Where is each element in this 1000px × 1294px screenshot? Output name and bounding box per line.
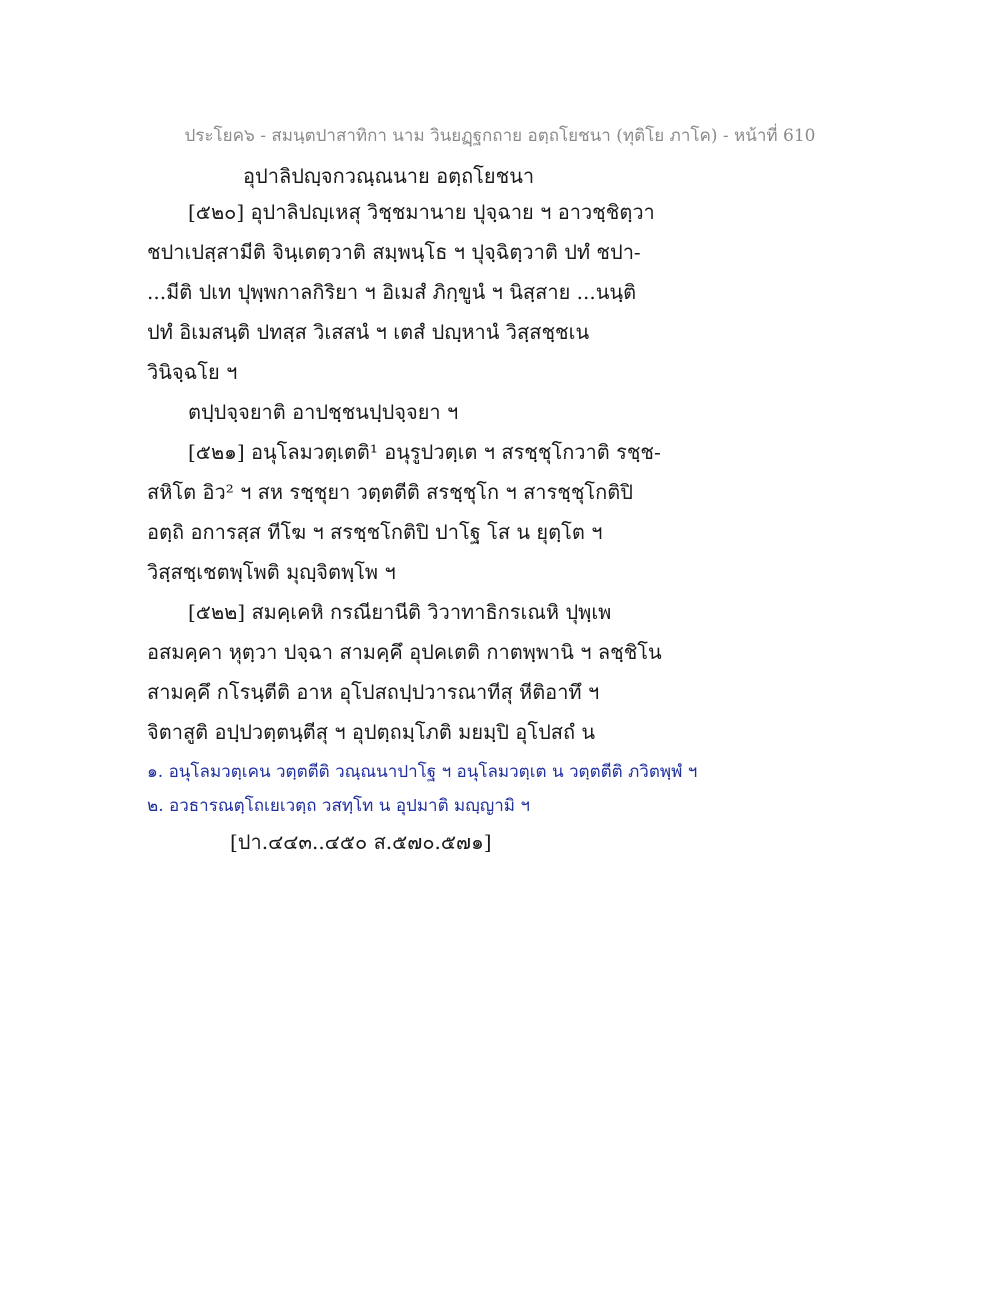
body-line-11: [๕๒๒] สมคฺเคหิ กรณียานีติ วิวาทาธิกรเณหิ ปุพฺเพ: [188, 600, 612, 624]
body-line-4: ปทํ อิเมสนฺติ ปทสฺส วิเสสนํ ฯ เตสํ ปญฺหานํ วิสฺสชฺชเน: [147, 320, 590, 344]
body-line-10: วิสฺสชฺเชตพฺโพติ มุญฺจิตพฺโพ ฯ: [147, 560, 396, 584]
body-line-9: อตฺถิ อการสฺส ทีโฆ ฯ สรชฺชโกติปิ ปาโฐ โส น ยุตฺโต ฯ: [147, 520, 603, 544]
body-line-8: สหิโต อิว² ฯ สห รชฺชุยา วตฺตตีติ สรชฺชุโก ฯ สารชฺชุโกติปิ: [147, 480, 633, 504]
body-line-5: วินิจฺฉโย ฯ: [147, 360, 238, 384]
body-line-12: อสมคฺคา หุตฺวา ปจฺฉา สามคฺคึ อุปคเตติ กาตพฺพานิ ฯ ลชฺชิโน: [147, 640, 662, 664]
footnote-1: ๑. อนุโลมวตฺเคน วตฺตตีติ วณฺณนาปาโฐ ฯ อนุโลมวตฺเต น วตฺตตีติ ภวิตพฺพํ ฯ: [147, 762, 698, 782]
section-title: อุปาลิปญฺจกวณฺณนาย อตฺถโยชนา: [243, 164, 535, 188]
page-reference: [ปา.๔๔๓..๔๕๐ ส.๕๗๐.๕๗๑]: [230, 830, 492, 854]
body-line-3: ...มีติ ปเท ปุพฺพกาลกิริยา ฯ อิเมสํ ภิกฺขูนํ ฯ นิสฺสาย ...นนฺติ: [147, 280, 637, 304]
body-line-7: [๕๒๑] อนุโลมวตฺเตติ¹ อนุรูปวตฺเต ฯ สรชฺชุโกวาติ รชฺช-: [188, 440, 661, 464]
footnote-2: ๒. อวธารณตฺโถเยเวตฺถ วสทฺโท น อุปมาติ มญฺญามิ ฯ: [147, 796, 530, 816]
body-line-6: ตปฺปจฺจยาติ อาปชฺชนปฺปจฺจยา ฯ: [188, 400, 459, 424]
body-line-14: จิตาสูติ อปฺปวตฺตนฺตีสุ ฯ อุปตฺถมฺโภติ มยมฺปิ อุโปสถํ น: [147, 720, 596, 744]
body-line-1: [๕๒๐] อุปาลิปญฺเหสุ วิชฺชมานาย ปุจฺฉาย ฯ อาวชฺชิตฺวา: [188, 200, 655, 224]
body-line-13: สามคฺคึ กโรนฺตีติ อาห อุโปสถปฺปวารณาทีสุ หีติอาทึ ฯ: [147, 680, 600, 704]
body-line-2: ชปาเปสฺสามีติ จินฺเตตฺวาติ สมฺพนฺโธ ฯ ปุจฺฉิตฺวาติ ปทํ ชปา-: [147, 240, 641, 264]
page-header: ประโยค๖ - สมนฺตปาสาทิกา นาม วินยฏฺฐกถาย อตฺถโยชนา (ทุติโย ภาโค) - หน้าที่ 610: [184, 126, 816, 146]
